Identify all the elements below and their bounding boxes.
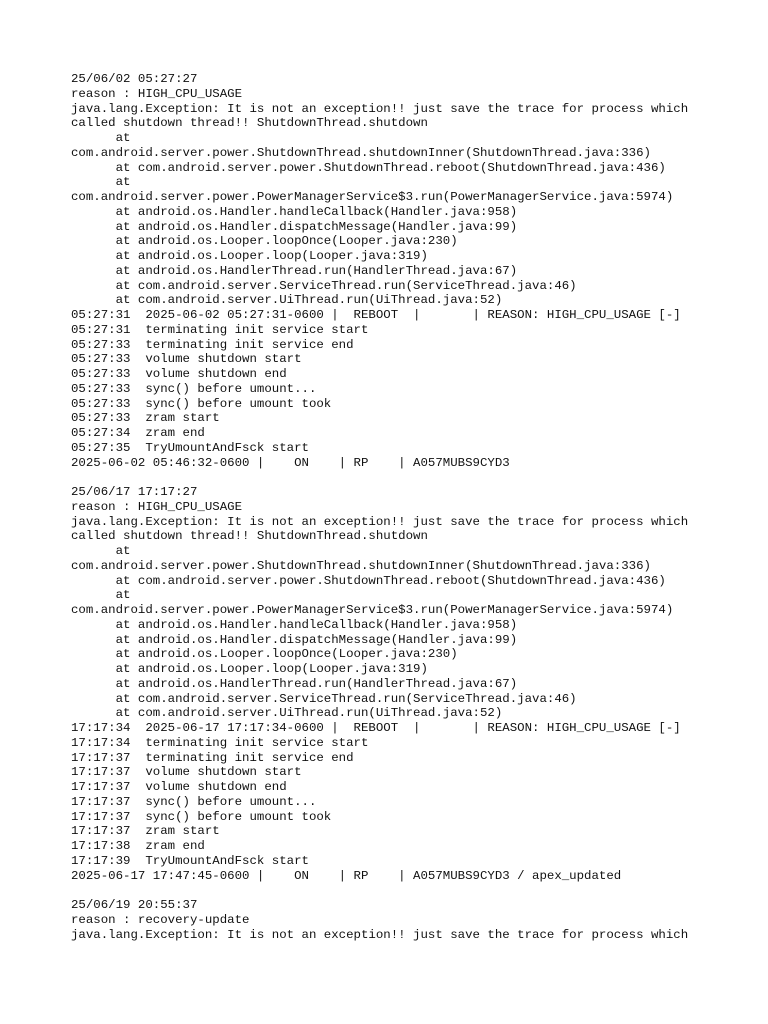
log-line: at bbox=[71, 588, 131, 603]
log-line: at bbox=[71, 175, 131, 190]
log-line: at com.android.server.UiThread.run(UiThread.java:52) bbox=[71, 293, 503, 308]
log-line: at android.os.Looper.loopOnce(Looper.java:230) bbox=[71, 234, 458, 249]
log-line: at android.os.HandlerThread.run(HandlerThread.java:67) bbox=[71, 676, 518, 691]
log-line: 05:27:31 2025-06-02 05:27:31-0600 | REBOOT | | REASON: HIGH_CPU_USAGE [-] bbox=[71, 308, 681, 322]
log-line: 05:27:33 sync() before umount took bbox=[71, 396, 332, 411]
log-line: at com.android.server.ServiceThread.run(ServiceThread.java:46) bbox=[71, 691, 577, 706]
log-line: 17:17:38 zram end bbox=[71, 839, 205, 853]
log-line: called shutdown thread!! ShutdownThread.shutdown bbox=[71, 116, 428, 131]
log-line: 25/06/17 17:17:27 bbox=[71, 485, 198, 499]
log-line: 17:17:37 zram start bbox=[71, 824, 220, 839]
log-line: java.lang.Exception: It is not an exception!! just save the trace for process which bbox=[71, 514, 689, 529]
log-line: at bbox=[71, 131, 131, 145]
log-line: 05:27:31 terminating init service start bbox=[71, 322, 369, 337]
log-line: 17:17:37 sync() before umount took bbox=[71, 809, 332, 824]
log-line: 05:27:33 zram start bbox=[71, 411, 220, 426]
log-line: at android.os.Handler.handleCallback(Handler.java:958) bbox=[71, 617, 518, 632]
log-line: at android.os.HandlerThread.run(HandlerThread.java:67) bbox=[71, 263, 518, 278]
log-line: com.android.server.power.ShutdownThread.shutdownInner(ShutdownThread.java:336) bbox=[71, 145, 651, 160]
log-line: 25/06/02 05:27:27 bbox=[71, 72, 198, 86]
log-line: called shutdown thread!! ShutdownThread.shutdown bbox=[71, 529, 428, 544]
log-line: 05:27:33 sync() before umount... bbox=[71, 381, 317, 396]
log-line: 05:27:35 TryUmountAndFsck start bbox=[71, 440, 309, 455]
log-line: com.android.server.power.ShutdownThread.shutdownInner(ShutdownThread.java:336) bbox=[71, 558, 651, 573]
log-line: at android.os.Handler.dispatchMessage(Handler.java:99) bbox=[71, 219, 518, 234]
log-line: 17:17:34 2025-06-17 17:17:34-0600 | REBOOT | | REASON: HIGH_CPU_USAGE [-] bbox=[71, 721, 681, 735]
log-line: 2025-06-17 17:47:45-0600 | ON | RP | A057MUBS9CYD3 / apex_updated bbox=[71, 868, 622, 883]
log-line: at android.os.Handler.handleCallback(Handler.java:958) bbox=[71, 204, 518, 219]
log-entry bbox=[71, 898, 761, 942]
log-line: 17:17:37 volume shutdown start bbox=[71, 765, 302, 780]
log-document bbox=[71, 72, 761, 942]
log-line: 05:27:33 terminating init service end bbox=[71, 337, 354, 352]
log-line: com.android.server.power.PowerManagerService$3.run(PowerManagerService.java:5974) bbox=[71, 603, 674, 617]
log-line: reason : recovery-update bbox=[71, 912, 250, 927]
log-line: at com.android.server.ServiceThread.run(ServiceThread.java:46) bbox=[71, 278, 577, 293]
log-line: at com.android.server.power.ShutdownThread.reboot(ShutdownThread.java:436) bbox=[71, 160, 666, 175]
log-line: 05:27:34 zram end bbox=[71, 426, 205, 440]
log-line: reason : HIGH_CPU_USAGE bbox=[71, 499, 243, 514]
log-line: at android.os.Looper.loopOnce(Looper.java:230) bbox=[71, 647, 458, 662]
log-line: 05:27:33 volume shutdown end bbox=[71, 367, 287, 381]
entry-separator bbox=[71, 883, 761, 898]
log-line: 17:17:37 sync() before umount... bbox=[71, 794, 317, 809]
log-line: 17:17:34 terminating init service start bbox=[71, 735, 369, 750]
log-line: at android.os.Looper.loop(Looper.java:319) bbox=[71, 662, 428, 676]
log-line: at com.android.server.power.ShutdownThread.reboot(ShutdownThread.java:436) bbox=[71, 573, 666, 588]
log-line: at com.android.server.UiThread.run(UiThread.java:52) bbox=[71, 706, 503, 721]
log-line: reason : HIGH_CPU_USAGE bbox=[71, 86, 243, 101]
log-entry bbox=[71, 485, 761, 883]
log-line: 25/06/19 20:55:37 bbox=[71, 898, 198, 912]
log-line: java.lang.Exception: It is not an exception!! just save the trace for process which bbox=[71, 927, 689, 942]
log-line: 17:17:39 TryUmountAndFsck start bbox=[71, 853, 309, 868]
log-line: at android.os.Handler.dispatchMessage(Handler.java:99) bbox=[71, 632, 518, 647]
log-line: 2025-06-02 05:46:32-0600 | ON | RP | A057MUBS9CYD3 bbox=[71, 455, 510, 470]
log-line: 17:17:37 terminating init service end bbox=[71, 750, 354, 765]
log-line: 17:17:37 volume shutdown end bbox=[71, 780, 287, 794]
log-entry bbox=[71, 72, 761, 470]
log-line: at android.os.Looper.loop(Looper.java:319) bbox=[71, 249, 428, 263]
log-line: java.lang.Exception: It is not an exception!! just save the trace for process which bbox=[71, 101, 689, 116]
log-line: com.android.server.power.PowerManagerService$3.run(PowerManagerService.java:5974) bbox=[71, 190, 674, 204]
entry-separator bbox=[71, 470, 761, 485]
log-line: at bbox=[71, 544, 131, 558]
log-line: 05:27:33 volume shutdown start bbox=[71, 352, 302, 367]
